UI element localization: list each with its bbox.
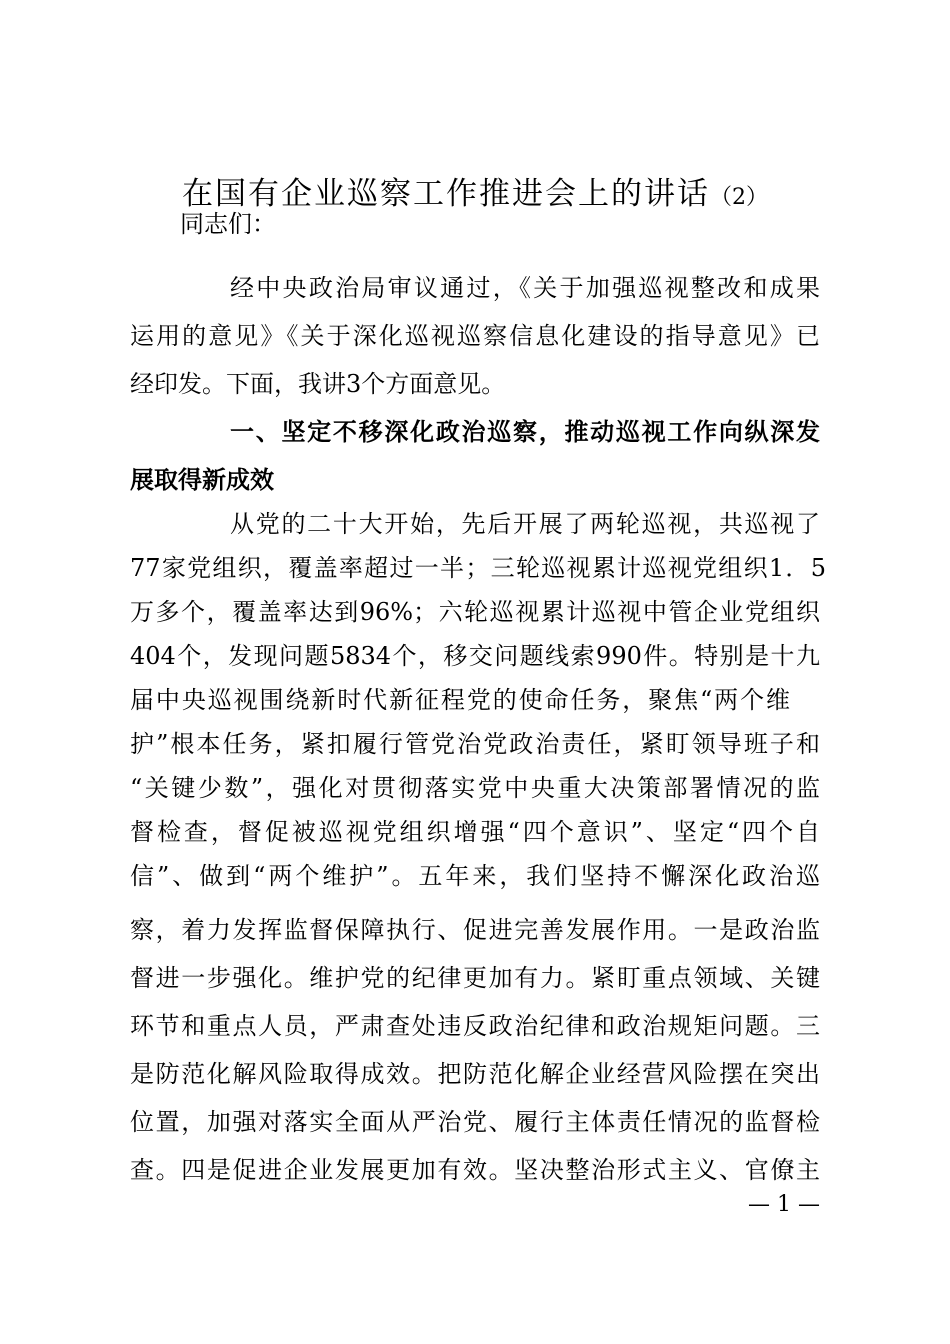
page-number: — 1 — <box>748 1192 820 1217</box>
paragraph-line: 护”根本任务，紧扣履行管党治党政治责任，紧盯领导班子和 <box>130 730 820 758</box>
paragraph-line: 察，着力发挥监督保障执行、促进完善发展作用。一是政治监 <box>130 916 820 944</box>
paragraph-line: 督进一步强化。维护党的纪律更加有力。紧盯重点领域、关键 <box>130 964 820 992</box>
section-heading: 一、坚定不移深化政治巡察，推动巡视工作向纵深发 <box>230 417 820 446</box>
paragraph-line: 环节和重点人员，严肃查处违反政治纪律和政治规矩问题。三 <box>130 1012 820 1040</box>
paragraph-line: 经印发。下面，我讲3个方面意见。 <box>130 370 506 398</box>
paragraph-line: 77家党组织，覆盖率超过一半；三轮巡视累计巡视党组织1．5 <box>130 554 826 582</box>
section-heading: 展取得新成效 <box>130 465 274 494</box>
paragraph-line: 督检查，督促被巡视党组织增强“四个意识”、坚定“四个自 <box>130 818 820 846</box>
paragraph-line: 信”、做到“两个维护”。五年来，我们坚持不懈深化政治巡 <box>130 862 820 890</box>
title-suffix: （2） <box>710 185 768 210</box>
paragraph-line: 是防范化解风险取得成效。把防范化解企业经营风险摆在突出 <box>130 1060 820 1088</box>
salutation: 同志们： <box>180 210 276 238</box>
paragraph-line: 从党的二十大开始，先后开展了两轮巡视，共巡视了 <box>230 510 820 538</box>
paragraph-line: 404个，发现问题5834个，移交问题线索990件。特别是十九 <box>130 642 820 670</box>
paragraph-line: 万多个，覆盖率达到96%；六轮巡视累计巡视中管企业党组织 <box>130 598 820 626</box>
paragraph-line: 位置，加强对落实全面从严治党、履行主体责任情况的监督检 <box>130 1108 820 1136</box>
paragraph-line: 届中央巡视围绕新时代新征程党的使命任务，聚焦“两个维 <box>130 686 790 714</box>
paragraph-line: 查。四是促进企业发展更加有效。坚决整治形式主义、官僚主 <box>130 1156 820 1184</box>
title-text: 在国有企业巡察工作推进会上的讲话 <box>182 176 710 212</box>
paragraph-line: 经中央政治局审议通过，《关于加强巡视整改和成果 <box>230 274 820 302</box>
paragraph-line: 运用的意见》《关于深化巡视巡察信息化建设的指导意见》已 <box>130 322 820 350</box>
paragraph-line: “关键少数”，强化对贯彻落实党中央重大决策部署情况的监 <box>130 774 820 802</box>
